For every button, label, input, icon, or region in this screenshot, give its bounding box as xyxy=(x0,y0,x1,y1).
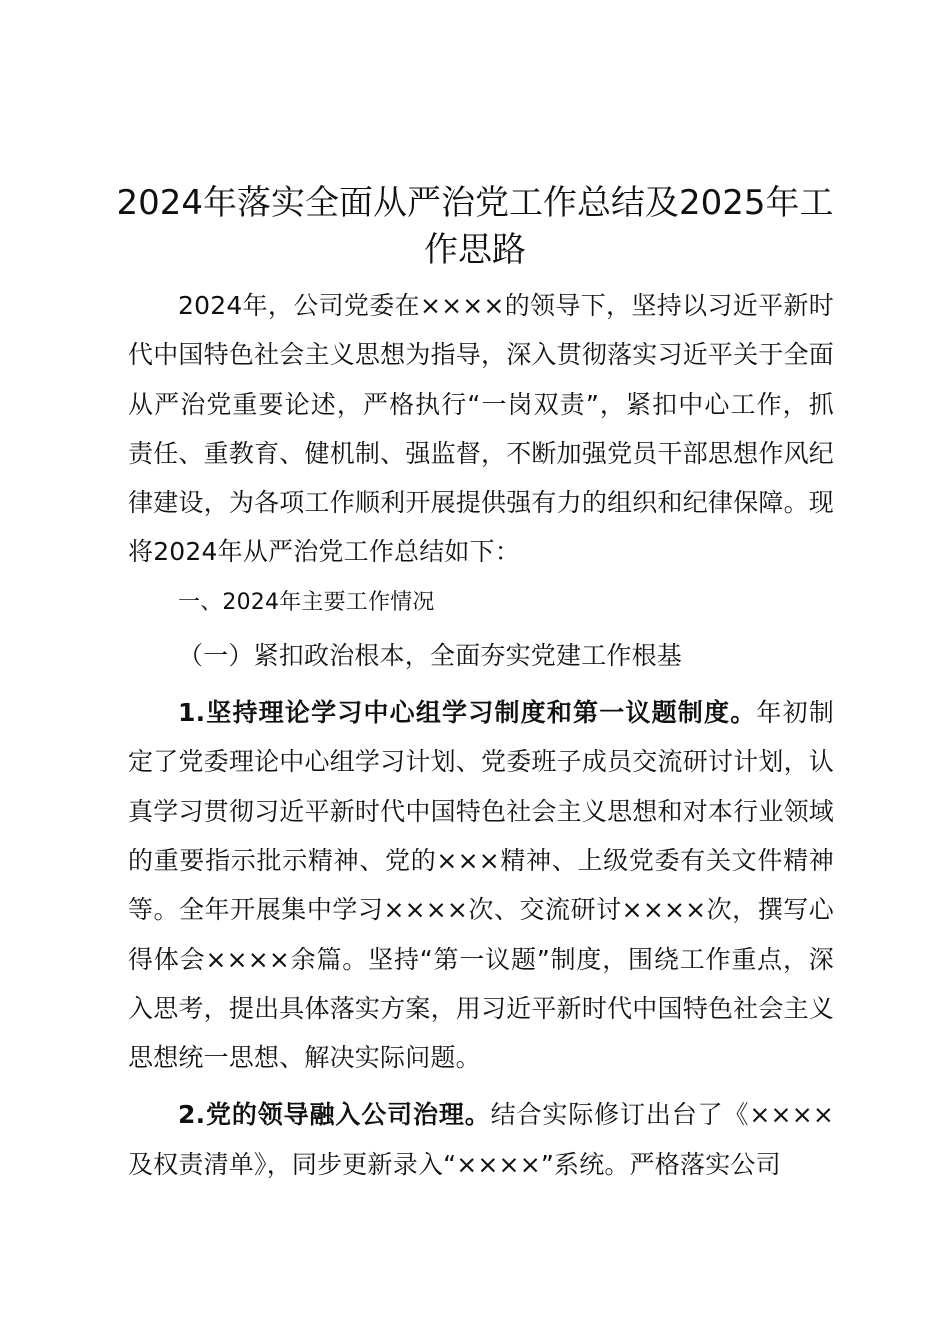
document-body xyxy=(128,281,834,1189)
item-1-text: 年初制定了党委理论中心组学习计划、党委班子成员交流研讨计划，认真学习贯彻习近平新时代中国特色社会主义思想和对本行业领域的重要指示批示精神、党的×××精神、上级党委有关文件精神等。全年开展集中学习××××次、交流研讨××××次，撰写心得体会××××余篇。坚持“第一议题”制度，围绕工作重点，深入思考，提出具体落实方案，用习近平新时代中国特色社会主义思想统一思想、解决实际问题。 xyxy=(128,698,834,1073)
section-heading: 一、2024年主要工作情况 xyxy=(178,589,435,615)
subsection-heading: （一）紧扣政治根本，全面夯实党建工作根基 xyxy=(178,640,683,670)
item-paragraph-2 xyxy=(128,1090,834,1189)
intro-paragraph: 2024年，公司党委在××××的领导下，坚持以习近平新时代中国特色社会主义思想为指导，深入贯彻落实习近平关于全面从严治党重要论述，严格执行“一岗双责”，紧扣中心工作，抓责任、重教育、健机制、强监督，不断加强党员干部思想作风纪律建设，为各项工作顺利开展提供强有力的组织和纪律保障。现将2024年从严治党工作总结如下： xyxy=(128,291,834,567)
item-2-lead: 2.党的领导融入公司治理。 xyxy=(178,1100,491,1130)
item-paragraph-1 xyxy=(128,688,834,1082)
item-2-text: 结合实际修订出台了《××××及权责清单》，同步更新录入“××××”系统。严格落实公司 xyxy=(128,1100,834,1179)
document-title: 2024年落实全面从严治党工作总结及2025年工作思路 xyxy=(116,183,834,270)
item-1-lead: 1.坚持理论学习中心组学习制度和第一议题制度。 xyxy=(178,698,757,728)
